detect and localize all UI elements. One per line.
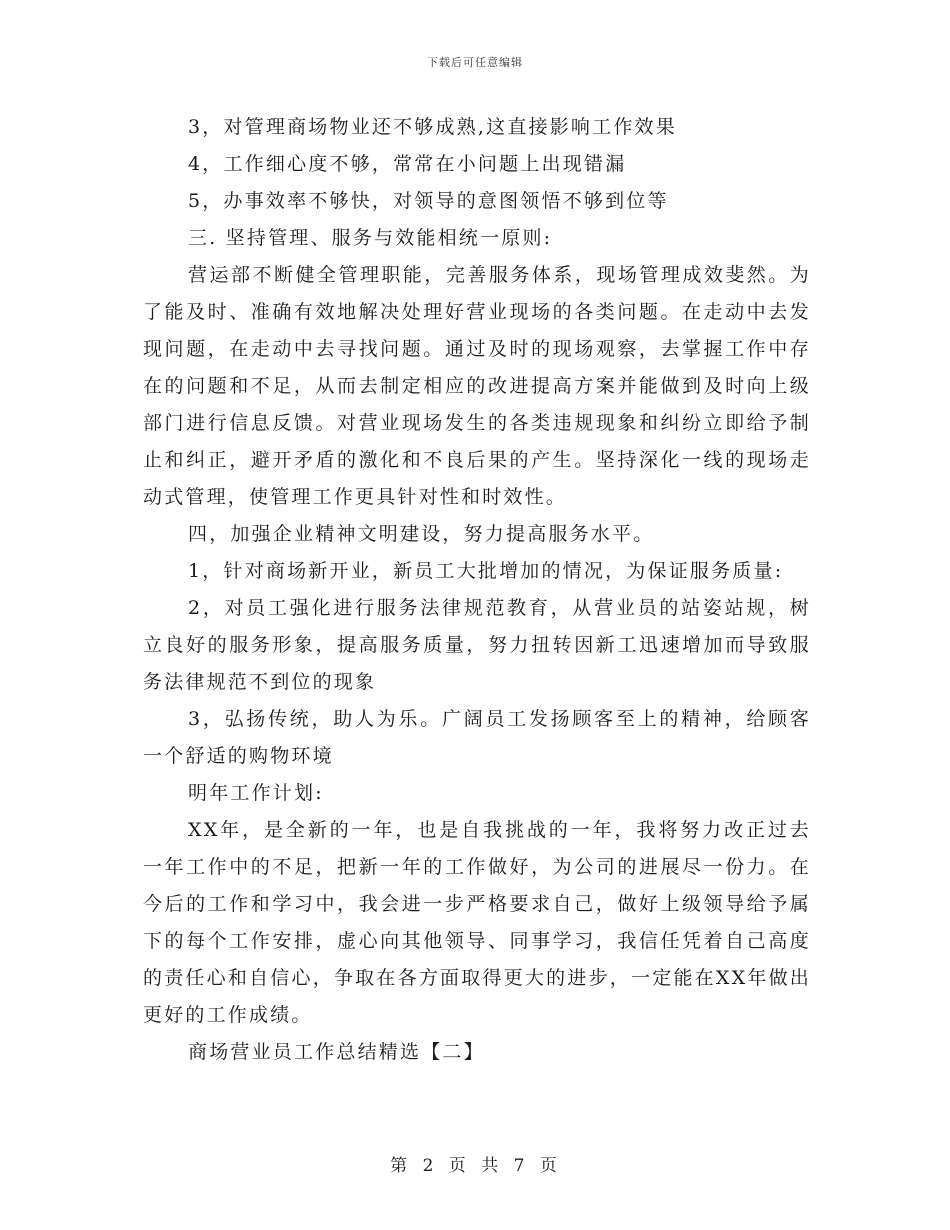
section-heading-4: 四，加强企业精神文明建设，努力提高服务水平。 xyxy=(188,523,655,545)
paragraph-operations: 营运部不断健全管理职能，完善服务体系，现场管理成效斐然。为了能及时、准确有效地解决处理好营业现场的各类问题。在走动中去发现问题，在走动中去寻找问题。通过及时的现场观察，去掌握工作中存在的问题和不足，从而去制定相应的改进提高方案并能做到及时向上级部门进行信息反馈。对营业现场发生的各类违规现象和纠纷立即给予制止和纠正，避开矛盾的激化和不良后果的产生。坚持深化一线的现场走动式管理，使管理工作更具针对性和时效性。 xyxy=(143,264,811,508)
paragraph-service-2: 2，对员工强化进行服务法律规范教育，从营业员的站姿站规，树立良好的服务形象，提高服务质量，努力扭转因新工迅速增加而导致服务法律规范不到位的现象 xyxy=(143,597,811,693)
paragraph-service-1: 1，针对商场新开业，新员工大批增加的情况，为保证服务质量: xyxy=(188,560,784,582)
page-number: 第 2 页 共 7 页 xyxy=(390,1156,560,1176)
paragraph-service-3: 3，弘扬传统，助人为乐。广阔员工发扬顾客至上的精神，给顾客一个舒适的购物环境 xyxy=(143,708,811,767)
paragraph-plan: XX年，是全新的一年，也是自我挑战的一年，我将努力改正过去一年工作中的不足，把新一年的工作做好，为公司的进展尽一份力。在今后的工作和学习中，我会进一步严格要求自己，做好上级领导给予属下的每个工作安排，虚心向其他领导、同事学习，我信任凭着自己高度的责任心和自信心，争取在各方面取得更大的进步，一定能在XX年做出更好的工作成绩。 xyxy=(143,819,811,1026)
page-header: 下载后可任意编辑 xyxy=(427,56,523,69)
document-body xyxy=(143,109,811,1071)
paragraph-item-3: 3，对管理商场物业还不够成熟,这直接影响工作效果 xyxy=(188,116,677,138)
section-heading-part-2: 商场营业员工作总结精选【二】 xyxy=(188,1041,485,1063)
paragraph-item-4: 4，工作细心度不够，常常在小问题上出现错漏 xyxy=(188,153,627,175)
section-heading-3: 三. 坚持管理、服务与效能相统一原则: xyxy=(188,227,553,249)
paragraph-item-5: 5，办事效率不够快，对领导的意图领悟不够到位等 xyxy=(188,190,669,212)
section-heading-plan: 明年工作计划: xyxy=(188,782,324,804)
